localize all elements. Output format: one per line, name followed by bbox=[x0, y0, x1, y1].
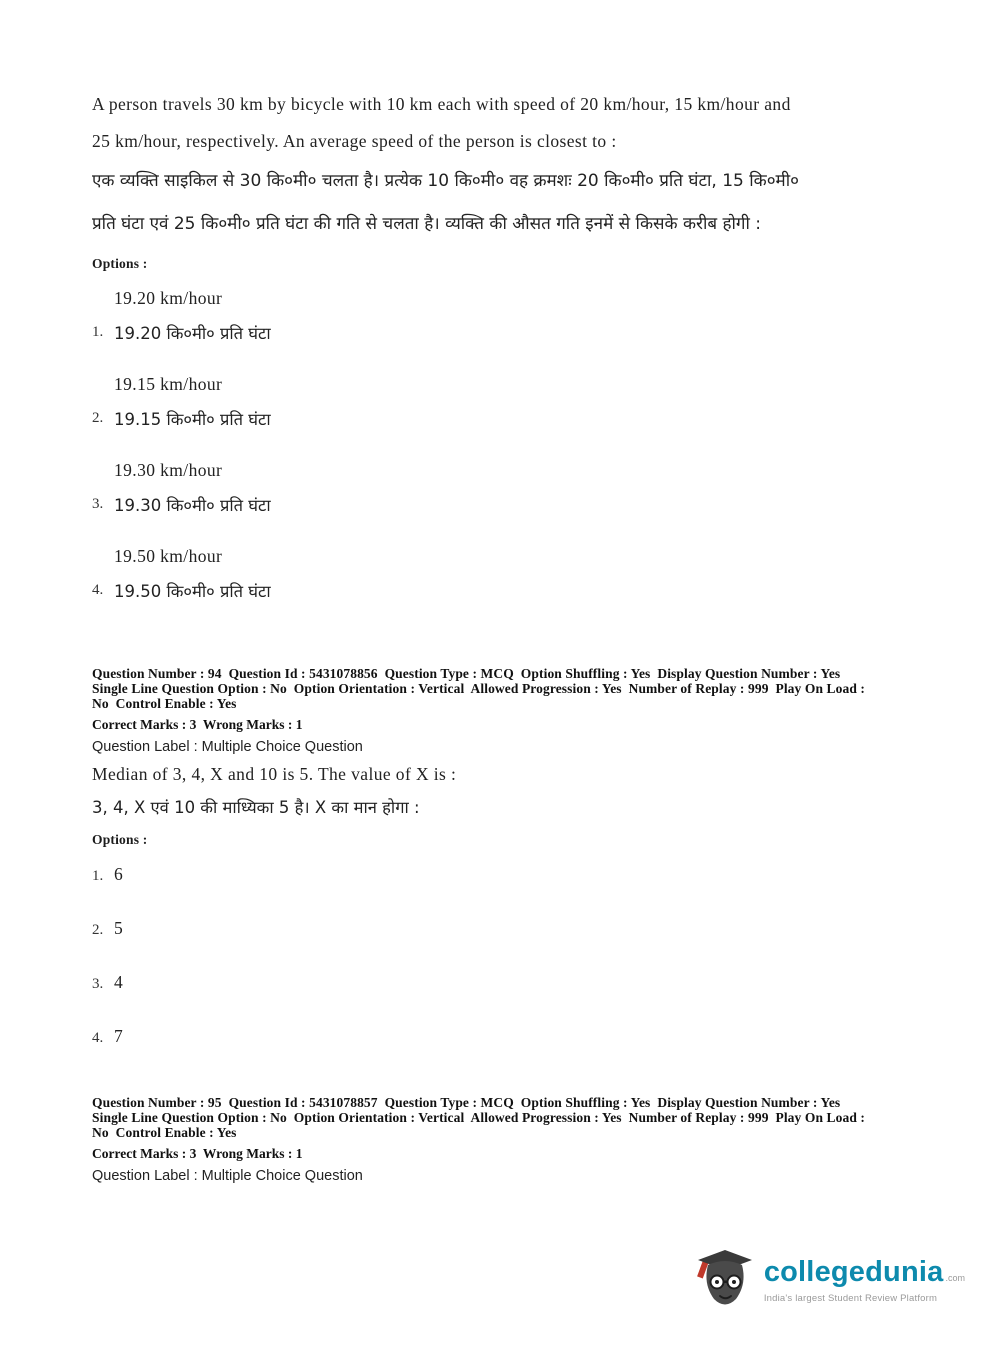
option-text-english: 19.50 km/hour bbox=[114, 546, 223, 566]
option-text-english: 19.15 km/hour bbox=[114, 374, 223, 394]
metadata-line: Single Line Question Option : No Option Orientation : Vertical Allowed Progression : Yes Number of Replay : 999 Play On Load : bbox=[92, 681, 866, 696]
option-number: 1. bbox=[92, 868, 104, 884]
option-value: 5 bbox=[114, 918, 123, 938]
option-text-hindi: 19.30 कि०मी० प्रति घंटा bbox=[114, 496, 271, 515]
option-text-hindi: 19.50 कि०मी० प्रति घंटा bbox=[114, 582, 271, 601]
option-2 bbox=[92, 374, 909, 430]
collegedunia-mascot-icon bbox=[696, 1248, 754, 1312]
question-label-line: Question Label : Multiple Choice Question bbox=[92, 1168, 363, 1184]
option-text bbox=[114, 288, 271, 344]
option-number: 3. bbox=[92, 976, 104, 992]
options-label: Options : bbox=[92, 832, 148, 847]
marks-line: Correct Marks : 3 Wrong Marks : 1 bbox=[92, 1146, 303, 1161]
option-4 bbox=[92, 546, 909, 602]
question-text-english: Median of 3, 4, X and 10 is 5. The value of X is : bbox=[92, 764, 457, 784]
question-93-block bbox=[92, 86, 909, 602]
option-text bbox=[114, 374, 271, 430]
option-1 bbox=[92, 288, 909, 344]
option-text-hindi: 19.15 कि०मी० प्रति घंटा bbox=[114, 410, 271, 429]
question-label-line: Question Label : Multiple Choice Question bbox=[92, 739, 363, 755]
options-list bbox=[92, 864, 909, 1047]
option-1 bbox=[92, 864, 909, 885]
option-number: 3. bbox=[92, 496, 104, 512]
option-text bbox=[114, 546, 271, 602]
question-text-hindi: एक व्यक्ति साइकिल से 30 कि०मी० चलता है। प्रत्येक 10 कि०मी० वह क्रमशः 20 कि०मी० प्रति घंटा, 15 कि०मी० प्रति घंटा एवं 25 कि०मी० प्रति घंटा की गति से चलता है। व्यक्ति की औसत गति इनमें से किसके करीब होगी : bbox=[92, 171, 799, 234]
option-number: 2. bbox=[92, 922, 104, 938]
question-metadata bbox=[92, 1095, 909, 1140]
option-value: 4 bbox=[114, 972, 123, 992]
brand-suffix: .com bbox=[945, 1273, 965, 1283]
option-text-english: 19.20 km/hour bbox=[114, 288, 223, 308]
metadata-line: Question Number : 95 Question Id : 5431078857 Question Type : MCQ Option Shuffling : Yes Display Question Number : Yes bbox=[92, 1095, 841, 1110]
brand-tagline: India's largest Student Review Platform bbox=[763, 1293, 938, 1304]
logo-text bbox=[764, 1256, 965, 1304]
question-metadata bbox=[92, 666, 909, 711]
option-number: 2. bbox=[92, 410, 104, 426]
option-4 bbox=[92, 1026, 909, 1047]
option-number: 4. bbox=[92, 582, 104, 598]
option-text-english: 19.30 km/hour bbox=[114, 460, 223, 480]
question-text-hindi: 3, 4, X एवं 10 की माध्यिका 5 है। X का मान होगा : bbox=[92, 798, 420, 817]
option-number: 4. bbox=[92, 1030, 104, 1046]
metadata-line: No Control Enable : Yes bbox=[92, 1125, 237, 1140]
metadata-line: No Control Enable : Yes bbox=[92, 696, 237, 711]
question-95-block bbox=[92, 1095, 909, 1184]
collegedunia-logo[interactable] bbox=[696, 1248, 965, 1312]
option-3 bbox=[92, 972, 909, 993]
metadata-line: Single Line Question Option : No Option Orientation : Vertical Allowed Progression : Yes Number of Replay : 999 Play On Load : bbox=[92, 1110, 866, 1125]
options-label: Options : bbox=[92, 256, 148, 271]
brand-name: collegedunia bbox=[763, 1256, 944, 1288]
question-94-block bbox=[92, 666, 909, 1047]
option-value: 6 bbox=[114, 864, 123, 884]
option-text-hindi: 19.20 कि०मी० प्रति घंटा bbox=[114, 324, 271, 343]
marks-line: Correct Marks : 3 Wrong Marks : 1 bbox=[92, 717, 303, 732]
option-value: 7 bbox=[114, 1026, 123, 1046]
metadata-line: Question Number : 94 Question Id : 5431078856 Question Type : MCQ Option Shuffling : Yes Display Question Number : Yes bbox=[92, 666, 841, 681]
question-text-english: A person travels 30 km by bicycle with 10 km each with speed of 20 km/hour, 15 km/hour and 25 km/hour, respectively. An average speed of the person is closest to : bbox=[92, 94, 791, 151]
option-3 bbox=[92, 460, 909, 516]
option-number: 1. bbox=[92, 324, 104, 340]
option-2 bbox=[92, 918, 909, 939]
option-text bbox=[114, 460, 271, 516]
